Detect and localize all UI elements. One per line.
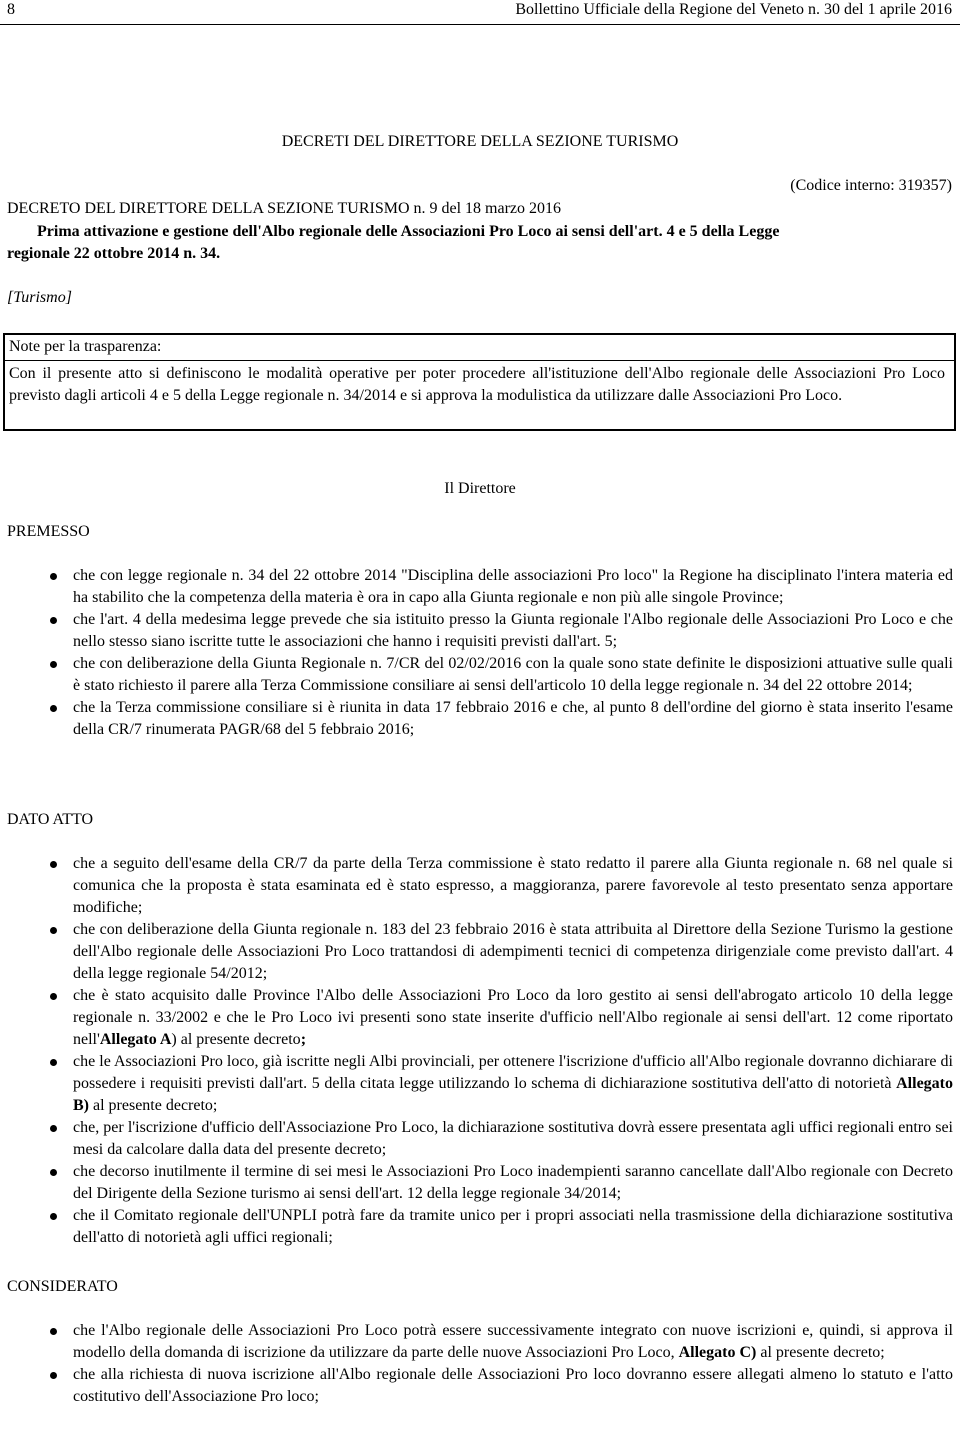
bullet-icon [50,1059,57,1066]
bullet-icon [50,927,57,934]
bullet-icon [50,1328,57,1335]
list-item [50,919,953,985]
list-item-text: che con deliberazione della Giunta Regionale n. 7/CR del 02/02/2016 con la quale sono state definite le disposizioni attuative sulle quali è stato richiesto il parere alla Terza Commissione consiliare ai sensi dell'articolo 10 della legge regionale n. 34 del 22 ottobre 2014; [73,655,953,694]
list-item-text: che le Associazioni Pro loco, già iscritte negli Albi provinciali, per ottenere l'iscrizione d'ufficio all'Albo regionale dovranno dichiarare di possedere i requisiti previsti dall'art. 5 della citata legge utilizzando lo schema di dichiarazione sostitutiva dell'atto di notorietà [73,1053,953,1092]
heading-considerato: CONSIDERATO [7,1278,118,1295]
bullet-icon [50,993,57,1000]
considerato-list [50,1320,953,1408]
note-text: Con il presente atto si definiscono le modalità operative per poter procedere all'istituzione dell'Albo regionale delle Associazioni Pro Loco previsto dagli articoli 4 e 5 della Legge regionale n. 34/2014 e si approva la modulistica da utilizzare dalle Associazioni Pro Loco. [9,365,945,404]
bullet-icon [50,661,57,668]
bullet-icon [50,1372,57,1379]
list-item [50,653,953,697]
list-item-text: che l'art. 4 della medesima legge prevede che sia istituito presso la Giunta regionale l'Albo regionale delle Associazioni Pro Loco e che nello stesso siano iscritte tutte le associazioni che hanno i requisiti previsti dall'art. 5; [73,611,953,650]
decree-title [7,221,953,265]
list-item-text: che con legge regionale n. 34 del 22 ottobre 2014 "Disciplina delle associazioni Pro loco" la Regione ha disciplinato l'intera materia ed ha stabilito che la competenza della materia è ora in capo alla Giunta regionale e non più alle singole Province; [73,567,953,606]
page-number: 8 [7,1,15,18]
bullet-icon [50,1213,57,1220]
list-item [50,1205,953,1249]
dato-atto-list [50,853,953,1249]
bullet-icon [50,705,57,712]
list-item-text: che alla richiesta di nuova iscrizione all'Albo regionale delle Associazioni Pro loco dovranno essere allegati almeno lo statuto e l'atto costitutivo dell'Associazione Pro loco; [73,1366,953,1405]
transparency-note-box [3,333,956,431]
list-item [50,1364,953,1408]
bullet-icon [50,1125,57,1132]
bullet-icon [50,617,57,624]
decree-title-line1: Prima attivazione e gestione dell'Albo regionale delle Associazioni Pro Loco ai sensi dell'art. 4 e 5 della Legge [37,223,780,240]
note-label: Note per la trasparenza: [9,338,162,355]
list-item [50,1161,953,1205]
list-item-text: che con deliberazione della Giunta regionale n. 183 del 23 febbraio 2016 è stata attribuita al Direttore della Sezione Turismo la gestione dell'Albo regionale delle Associazioni Pro Loco trattandosi di adempimenti tecnici di competenza dirigenziale come previsto dall'art. 4 della legge regionale 54/2012; [73,921,953,982]
list-item-bold-text: Allegato C) [678,1344,757,1361]
list-item [50,853,953,919]
list-item-text: ) al presente decreto [171,1031,301,1048]
running-header: Bollettino Ufficiale della Regione del Veneto n. 30 del 1 aprile 2016 [515,1,952,18]
list-item-text: al presente decreto; [89,1097,218,1114]
list-item [50,1051,953,1117]
decree-title-line2: regionale 22 ottobre 2014 n. 34. [7,245,221,262]
note-divider [5,360,954,361]
list-item-text: che è stato acquisito dalle Province l'Albo delle Associazioni Pro Loco da loro gestito ai sensi dell'abrogato articolo 10 della legge regionale n. 33/2002 e che le Pro Loco ivi presenti sono state inserite d'ufficio nell'Albo regionale ai sensi dell'art. 12 come riportato nell' [73,987,953,1048]
list-item [50,985,953,1051]
list-item [50,697,953,741]
list-item-bold-text: Allegato B) [73,1075,953,1114]
decree-number: DECRETO DEL DIRETTORE DELLA SEZIONE TURISMO n. 9 del 18 marzo 2016 [7,200,562,217]
list-item [50,609,953,653]
bullet-icon [50,573,57,580]
heading-premesso: PREMESSO [7,523,90,540]
list-item-bold-text: ; [300,1031,307,1048]
heading-dato-atto: DATO ATTO [7,811,94,828]
section-title: DECRETI DEL DIRETTORE DELLA SEZIONE TURISMO [281,133,679,150]
director-label: Il Direttore [444,480,516,497]
list-item-bold-text: Allegato A [99,1031,172,1048]
internal-code: (Codice interno: 319357) [790,177,952,194]
bullet-icon [50,1169,57,1176]
list-item-text: che il Comitato regionale dell'UNPLI potrà fare da tramite unico per i propri associati nella trasmissione della dichiarazione sostitutiva dell'atto di notorietà agli uffici regionali; [73,1207,953,1246]
bullet-icon [50,861,57,868]
list-item [50,1320,953,1364]
list-item-text: che la Terza commissione consiliare si è riunita in data 17 febbraio 2016 e che, al punto 8 dell'ordine del giorno è stata inserito l'esame della CR/7 rinumerata PAGR/68 del 5 febbraio 2016; [73,699,953,738]
decree-tag: [Turismo] [7,289,72,306]
list-item [50,1117,953,1161]
header-rule [0,24,960,25]
list-item-text: che decorso inutilmente il termine di sei mesi le Associazioni Pro Loco inadempienti saranno cancellate dall'Albo regionale con Decreto del Dirigente della Sezione turismo ai sensi dell'art. 12 della legge regionale 34/2014; [73,1163,953,1202]
list-item [50,565,953,609]
list-item-text: al presente decreto; [756,1344,885,1361]
list-item-text: che l'Albo regionale delle Associazioni Pro Loco potrà essere successivamente integrato con nuove iscrizioni e, quindi, si approva il modello della domanda di iscrizione da utilizzare da parte delle nuove Associazioni Pro Loco, [73,1322,953,1361]
list-item-text: che a seguito dell'esame della CR/7 da parte della Terza commissione è stato redatto il parere alla Giunta regionale n. 68 nel quale si comunica che la proposta è stata esaminata ed è stato espresso, a maggioranza, parere favorevole al testo presentato senza apportare modifiche; [73,855,953,916]
premesso-list [50,565,953,741]
list-item-text: che, per l'iscrizione d'ufficio dell'Associazione Pro Loco, la dichiarazione sostitutiva dovrà essere presentata agli uffici regionali entro sei mesi da calcolare dalla data del presente decreto; [73,1119,953,1158]
